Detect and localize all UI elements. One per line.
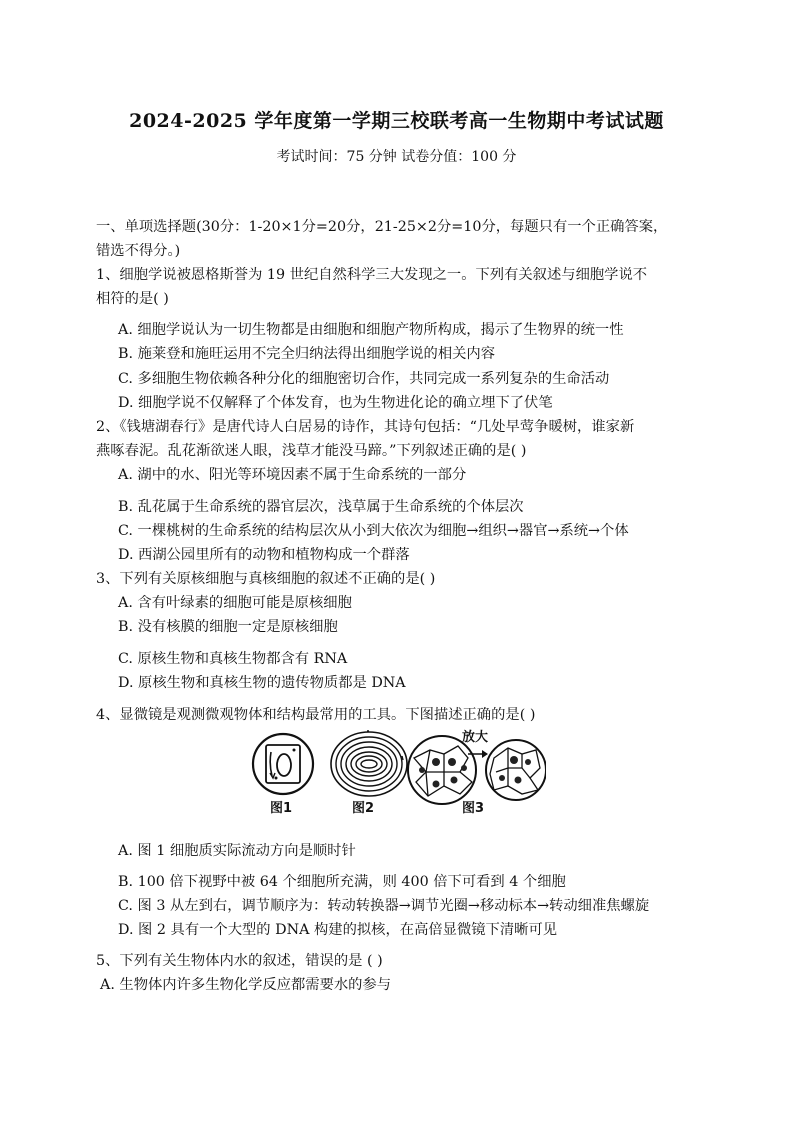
figure-3-label: 图3 <box>462 801 485 816</box>
q1-option-a: A. 细胞学说认为一切生物都是由细胞和细胞产物所构成，揭示了生物界的统一性 <box>118 322 624 338</box>
figure-1-drawing <box>253 734 313 794</box>
q2-option-d: D. 西湖公园里所有的动物和植物构成一个群落 <box>118 547 410 563</box>
figure-2-drawing <box>331 730 407 796</box>
arrow-head-icon <box>482 750 488 758</box>
q4-option-d: D. 图 2 具有一个大型的 DNA 构建的拟核，在高倍显微镜下清晰可见 <box>118 922 558 938</box>
q1-option-d: D. 细胞学说不仅解释了个体发育，也为生物进化论的确立埋下了伏笔 <box>118 395 553 411</box>
figure-2-label: 图2 <box>352 801 375 816</box>
q4-option-c: C. 图 3 从左到右，调节顺序为：转动转换器→调节光圈→移动标本→转动细准焦螺旋 <box>118 898 650 914</box>
figure-1-label: 图1 <box>270 801 293 816</box>
section-heading-line2: 错选不得分。) <box>96 243 181 259</box>
q1-option-c: C. 多细胞生物依赖各种分化的细胞密切合作，共同完成一系列复杂的生命活动 <box>118 371 610 387</box>
q5-stem: 5、下列有关生物体内水的叙述，错误的是 ( ) <box>96 953 383 969</box>
q3-option-b: B. 没有核膜的细胞一定是原核细胞 <box>118 619 338 635</box>
q5-option-a: A. 生物体内许多生物化学反应都需要水的参与 <box>100 977 392 993</box>
q3-option-c: C. 原核生物和真核生物都含有 RNA <box>118 651 348 667</box>
figure-3-right-drawing <box>486 740 546 800</box>
q2-option-c: C. 一棵桃树的生命系统的结构层次从小到大依次为细胞→组织→器官→系统→个体 <box>118 523 629 539</box>
q2-option-a: A. 湖中的水、阳光等环境因素不属于生命系统的一部分 <box>118 467 467 483</box>
q3-stem: 3、下列有关原核细胞与真核细胞的叙述不正确的是( ) <box>96 571 436 587</box>
q2-option-b: B. 乱花属于生命系统的器官层次，浅草属于生命系统的个体层次 <box>118 499 524 515</box>
q3-option-d: D. 原核生物和真核生物的遗传物质都是 DNA <box>118 675 406 691</box>
q4-stem: 4、显微镜是观测微观物体和结构最常用的工具。下图描述正确的是( ) <box>96 707 536 723</box>
q1-stem-line1: 1、细胞学说被恩格斯誉为 19 世纪自然科学三大发现之一。下列有关叙述与细胞学说不 <box>96 267 648 283</box>
exam-subtitle: 考试时间：75 分钟 试卷分值：100 分 <box>276 149 517 165</box>
q1-stem-line2: 相符的是( ) <box>96 291 169 307</box>
microscope-figure <box>246 728 546 818</box>
q4-option-b: B. 100 倍下视野中被 64 个细胞所充满，则 400 倍下可看到 4 个细胞 <box>118 874 566 890</box>
q2-stem-line2: 燕啄春泥。乱花渐欲迷人眼，浅草才能没马蹄。”下列叙述正确的是( ) <box>96 443 527 459</box>
q4-option-a: A. 图 1 细胞质实际流动方向是顺时针 <box>118 843 356 859</box>
zoom-label: 放大 <box>462 730 489 745</box>
q1-option-b: B. 施莱登和施旺运用不完全归纳法得出细胞学说的相关内容 <box>118 346 496 362</box>
figure-3-left-drawing <box>408 736 476 804</box>
q2-stem-line1: 2、《钱塘湖春行》是唐代诗人白居易的诗作，其诗句包括：“几处早莺争暖树，谁家新 <box>96 419 635 435</box>
comma-mark <box>402 756 403 760</box>
q3-option-a: A. 含有叶绿素的细胞可能是原核细胞 <box>118 595 352 611</box>
exam-title: 2024-2025 学年度第一学期三校联考高一生物期中考试试题 <box>129 110 664 132</box>
section-heading-line1: 一、单项选择题(30分：1-20×1分=20分，21-25×2分=10分，每题只有一个正确答案， <box>96 219 668 235</box>
